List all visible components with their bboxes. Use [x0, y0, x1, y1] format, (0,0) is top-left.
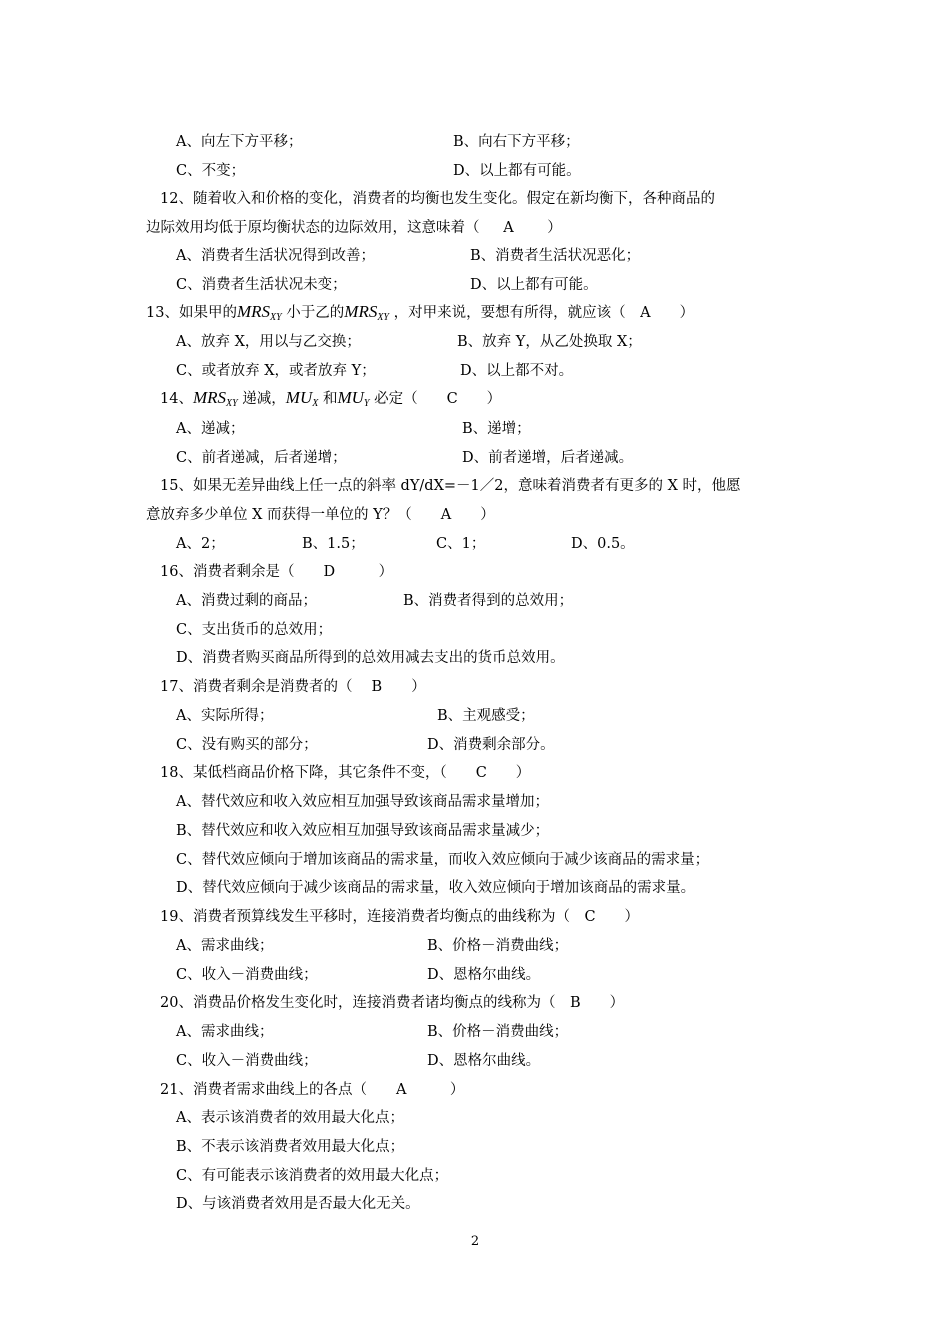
q13-option-a: A、放弃 X，用以与乙交换； — [176, 334, 361, 350]
q17-option-c: C、没有购买的部分； — [176, 737, 318, 753]
q17-stem: 17、消费者剩余是消费者的（ B ） — [160, 679, 426, 695]
q14-option-d: D、前者递增，后者递减。 — [462, 450, 634, 466]
q14-option-c: C、前者递减，后者递增； — [176, 450, 347, 466]
mu-y-subscript: Y — [363, 398, 370, 409]
q15-option-d: D、0.5。 — [571, 536, 635, 552]
q21-option-d: D、与该消费者效用是否最大化无关。 — [176, 1196, 420, 1212]
q12-option-b: B、消费者生活状况恶化； — [470, 248, 641, 264]
q13-option-d: D、以上都不对。 — [460, 363, 574, 379]
q12-option-a: A、消费者生活状况得到改善； — [176, 248, 375, 264]
q13-middle: 小于乙的 — [286, 305, 345, 321]
q13-stem — [146, 302, 694, 328]
q15-option-c: C、1； — [436, 536, 486, 552]
q15-stem-line2: 意放弃多少单位 X 而获得一单位的 Y？（ A ） — [146, 507, 495, 523]
q13-option-c: C、或者放弃 X，或者放弃 Y； — [176, 363, 376, 379]
mrs-symbol: MRS — [192, 388, 226, 407]
q18-option-d: D、替代效应倾向于减少该商品的需求量，收入效应倾向于增加该商品的需求量。 — [176, 880, 696, 896]
q16-option-a: A、消费过剩的商品； — [176, 593, 317, 609]
mrs-subscript: XY — [226, 398, 238, 409]
q11-option-d: D、以上都有可能。 — [453, 163, 581, 179]
q14-option-a: A、递减； — [176, 421, 245, 437]
q19-stem: 19、消费者预算线发生平移时，连接消费者均衡点的曲线称为（ C ） — [160, 909, 640, 925]
q18-stem: 18、某低档商品价格下降，其它条件不变，（ C ） — [160, 765, 531, 781]
mrs-subscript: XY — [377, 312, 389, 323]
q12-stem-line2: 边际效用均低于原均衡状态的边际效用，这意味着（ A ） — [146, 220, 562, 236]
q20-stem: 20、消费品价格发生变化时，连接消费者诸均衡点的线称为（ B ） — [160, 995, 625, 1011]
q21-option-b: B、不表示该消费者效用最大化点； — [176, 1139, 405, 1155]
page-number: 2 — [470, 1234, 480, 1249]
q19-option-b: B、价格－消费曲线； — [427, 938, 569, 954]
q17-option-d: D、消费剩余部分。 — [427, 737, 555, 753]
q18-option-a: A、替代效应和收入效应相互加强导致该商品需求量增加； — [176, 794, 549, 810]
q13-prefix: 13、如果甲的 — [146, 305, 237, 321]
mrs-symbol: MRS — [344, 302, 378, 321]
q20-option-d: D、恩格尔曲线。 — [427, 1053, 541, 1069]
q16-option-c: C、支出货币的总效用； — [176, 622, 333, 638]
q18-option-b: B、替代效应和收入效应相互加强导致该商品需求量减少； — [176, 823, 550, 839]
q16-option-d: D、消费者购买商品所得到的总效用减去支出的货币总效用。 — [176, 650, 565, 666]
q19-option-c: C、收入－消费曲线； — [176, 967, 318, 983]
mu-symbol: MU — [337, 388, 364, 407]
q21-option-c: C、有可能表示该消费者的效用最大化点； — [176, 1168, 449, 1184]
q15-stem-line1: 15、如果无差异曲线上任一点的斜率 dY/dX=－1／2，意味着消费者有更多的 X 时，他愿 — [160, 478, 741, 494]
q21-stem: 21、消费者需求曲线上的各点（ A ） — [160, 1082, 465, 1098]
q14-option-b: B、递增； — [462, 421, 531, 437]
q14-and: 和 — [322, 391, 338, 407]
q19-option-a: A、需求曲线； — [176, 938, 274, 954]
q20-option-b: B、价格－消费曲线； — [427, 1024, 569, 1040]
q18-option-c: C、替代效应倾向于增加该商品的需求量，而收入效应倾向于减少该商品的需求量； — [176, 852, 710, 868]
q15-option-a: A、2； — [176, 536, 225, 552]
q14-stem — [160, 388, 501, 414]
mrs-symbol: MRS — [236, 302, 270, 321]
q12-option-d: D、以上都有可能。 — [470, 277, 598, 293]
q14-prefix: 14、 — [160, 391, 193, 407]
q15-option-b: B、1.5； — [302, 536, 365, 552]
mu-x-subscript: X — [312, 398, 319, 409]
mu-symbol: MU — [285, 388, 313, 407]
q13-suffix: ，对甲来说，要想有所得，就应该（ A ） — [393, 305, 695, 321]
q13-option-b: B、放弃 Y，从乙处换取 X； — [457, 334, 642, 350]
q16-stem: 16、消费者剩余是（ D ） — [160, 564, 394, 580]
q12-stem-line1: 12、随着收入和价格的变化，消费者的均衡也发生变化。假定在新均衡下，各种商品的 — [160, 191, 715, 207]
q21-option-a: A、表示该消费者的效用最大化点； — [176, 1110, 404, 1126]
q11-option-b: B、向右下方平移； — [453, 134, 580, 150]
q17-option-a: A、实际所得； — [176, 708, 274, 724]
q19-option-d: D、恩格尔曲线。 — [427, 967, 541, 983]
q17-option-b: B、主观感受； — [437, 708, 535, 724]
q14-text: 递减， — [242, 391, 286, 407]
q11-option-a: A、向左下方平移； — [176, 134, 303, 150]
q16-option-b: B、消费者得到的总效用； — [403, 593, 574, 609]
mrs-subscript: XY — [270, 312, 282, 323]
q20-option-a: A、需求曲线； — [176, 1024, 274, 1040]
q14-suffix: 必定（ C ） — [374, 391, 502, 407]
q11-option-c: C、不变； — [176, 163, 246, 179]
q12-option-c: C、消费者生活状况未变； — [176, 277, 347, 293]
q20-option-c: C、收入－消费曲线； — [176, 1053, 318, 1069]
